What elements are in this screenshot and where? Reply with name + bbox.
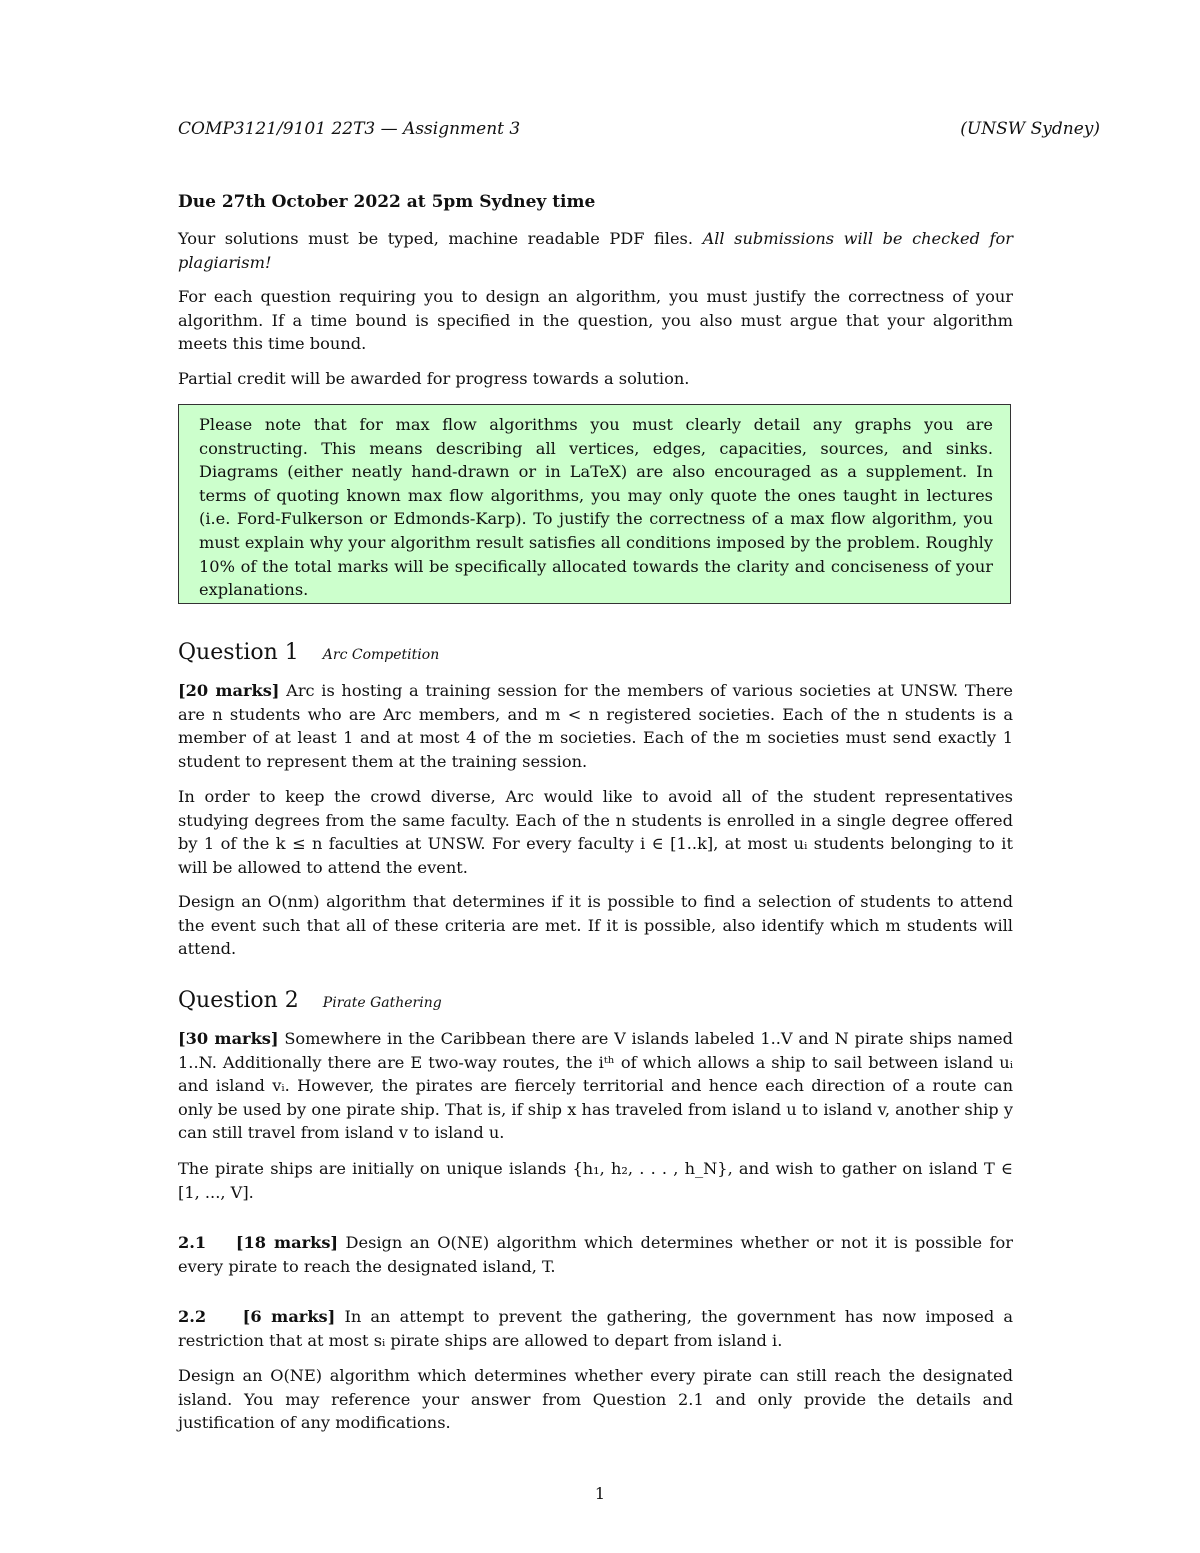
- intro-justify: For each question requiring you to design an algorithm, you must justify the correctness of your algorithm. If a time bound is specified in the question, you also must argue that your algorithm meets this time bound.: [178, 287, 1013, 354]
- question-1-title: Question 1: [178, 640, 299, 665]
- section-2-1-text: Design an O(NE) algorithm which determines whether or not it is possible for every pirate to reach the designated island, T.: [178, 1233, 1013, 1276]
- question-2-heading: [178, 988, 442, 1013]
- page-number: 1: [594, 1484, 606, 1503]
- question-1-para-3: Design an O(nm) algorithm that determines if it is possible to find a selection of students to attend the event such that all of these criteria are met. If it is possible, also identify which m students will attend.: [178, 892, 1013, 959]
- intro-partial-credit: Partial credit will be awarded for progress towards a solution.: [178, 369, 690, 388]
- question-1-heading: [178, 640, 439, 665]
- section-2-1: [178, 1231, 1013, 1278]
- question-1-marks: [20 marks]: [178, 681, 280, 700]
- page-header: [178, 118, 1100, 140]
- section-2-2-para-2: Design an O(NE) algorithm which determines whether every pirate can still reach the designated island. You may reference your answer from Question 2.1 and only provide the details and justification of any modifications.: [178, 1366, 1013, 1433]
- question-2-subtitle: Pirate Gathering: [322, 995, 442, 1011]
- section-2-1-number: 2.1: [178, 1233, 207, 1252]
- due-date: Due 27th October 2022 at 5pm Sydney time: [178, 192, 596, 212]
- question-1-text-1: Arc is hosting a training session for the members of various societies at UNSW. There are n students who are Arc members, and m < n registered societies. Each of the n students is a member of at least 1 and at most 4 of the m societies. Each of the m societies must send exactly 1 student to represent them at the training session.: [178, 681, 1013, 771]
- max-flow-note-text: Please note that for max flow algorithms you must clearly detail any graphs you are constructing. This means describing all vertices, edges, capacities, sources, and sinks. Diagrams (either neatly hand-drawn or in LaTeX) are also encouraged as a supplement. In terms of quoting known max flow algorithms, you may only quote the ones taught in lectures (i.e. Ford-Fulkerson or Edmonds-Karp). To justify the correctness of a max flow algorithm, you must explain why your algorithm result satisfies all conditions imposed by the problem. Roughly 10% of the total marks will be specifically allocated towards the clarity and conciseness of your explanations.: [199, 415, 993, 600]
- question-2-marks: [30 marks]: [178, 1029, 279, 1048]
- section-2-2-number: 2.2: [178, 1307, 207, 1326]
- header-university: (UNSW Sydney): [960, 119, 1100, 139]
- question-2-para-1: [178, 1027, 1013, 1145]
- question-1-subtitle: Arc Competition: [322, 647, 440, 663]
- max-flow-note-box: [178, 404, 1011, 604]
- section-2-2-marks: [6 marks]: [242, 1307, 336, 1326]
- question-2-text-1: Somewhere in the Caribbean there are V islands labeled 1..V and N pirate ships named 1..N. Additionally there are E two-way routes, the iᵗʰ of which allows a ship to sail between island uᵢ and island vᵢ. However, the pirates are fiercely territorial and hence each direction of a route can only be used by one pirate ship. That is, if ship x has traveled from island u to island v, another ship y can still travel from island v to island u.: [178, 1029, 1013, 1143]
- question-1-para-2: In order to keep the crowd diverse, Arc would like to avoid all of the student representatives studying degrees from the same faculty. Each of the n students is enrolled in a single degree offered by 1 of the k ≤ n faculties at UNSW. For every faculty i ∈ [1..k], at most uᵢ students belonging to it will be allowed to attend the event.: [178, 787, 1013, 877]
- header-course: COMP3121/9101 22T3 — Assignment 3: [178, 119, 521, 139]
- question-2-title: Question 2: [178, 988, 299, 1013]
- intro-plagiarism-warning: All submissions will be checked for plagiarism!: [178, 229, 1013, 272]
- intro-submission-text: Your solutions must be typed, machine readable PDF files.: [178, 229, 703, 248]
- section-2-1-marks: [18 marks]: [235, 1233, 339, 1252]
- intro-submission: [178, 227, 1013, 274]
- question-1-para-1: [178, 679, 1013, 773]
- section-2-2-text: In an attempt to prevent the gathering, the government has now imposed a restriction that at most sᵢ pirate ships are allowed to depart from island i.: [178, 1307, 1013, 1350]
- question-2-para-2: The pirate ships are initially on unique islands {h₁, h₂, . . . , h_N}, and wish to gather on island T ∈ [1, ..., V].: [178, 1159, 1013, 1202]
- section-2-2: [178, 1305, 1013, 1352]
